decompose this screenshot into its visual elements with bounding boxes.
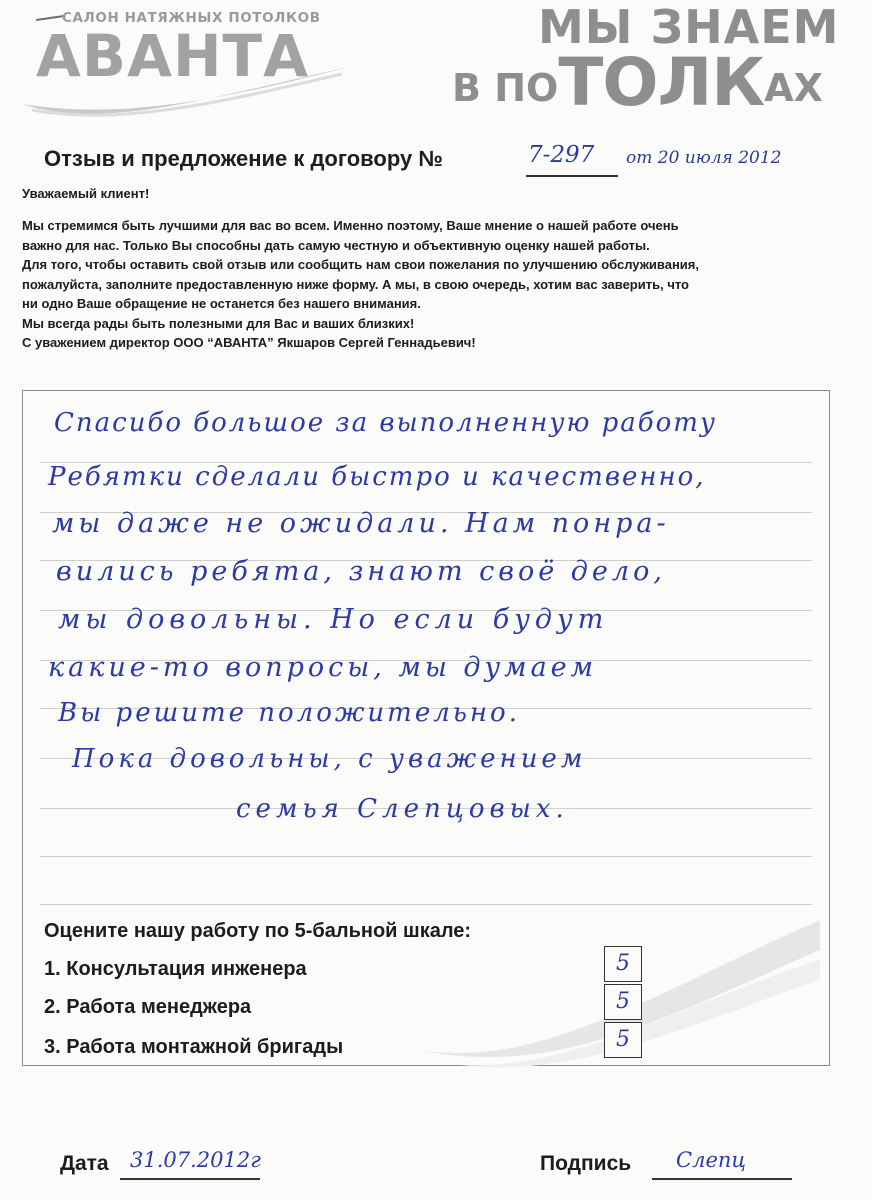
intro-text bbox=[22, 216, 812, 353]
score-box-manager[interactable]: 5 bbox=[604, 984, 642, 1020]
intro-line: пожалуйста, заполните предоставленную ниже форму. А мы, в свою очередь, хотим вас заверить, что bbox=[22, 276, 689, 292]
score-box-crew[interactable]: 5 bbox=[604, 1022, 642, 1058]
form-title: Отзыв и предложение к договору № bbox=[44, 146, 443, 171]
feedback-handwriting-line: вились ребята, знают своё дело, bbox=[56, 556, 666, 587]
feedback-handwriting-line: семья Слепцовых. bbox=[236, 794, 569, 824]
rating-item-engineer: 1. Консультация инженера bbox=[44, 958, 307, 980]
rating-title: Оцените нашу работу по 5-бальной шкале: bbox=[44, 920, 472, 942]
contract-number: 7-297 bbox=[528, 142, 595, 168]
intro-line: Мы стремимся быть лучшими для вас во всем. Именно поэтому, Ваше мнение о нашей работе очень bbox=[22, 218, 679, 233]
brand-name-logo: АВАНТА bbox=[36, 22, 309, 90]
slogan-prefix: В ПО bbox=[452, 66, 559, 110]
intro-line: Мы всегда рады быть полезными для Вас и ваших близких! bbox=[22, 315, 415, 331]
signature-value: Слепц bbox=[676, 1148, 747, 1172]
date-label: Дата bbox=[60, 1152, 109, 1175]
feedback-handwriting-line: Пока довольны, с уважением bbox=[72, 744, 587, 774]
slogan-line-1: МЫ ЗНАЕМ bbox=[538, 0, 840, 54]
contract-date: от 20 июля 2012 bbox=[626, 148, 782, 168]
feedback-handwriting-line: мы довольны. Но если будут bbox=[58, 604, 609, 635]
intro-line: Для того, чтобы оставить свой отзыв или сообщить нам свои пожелания по улучшению обслуживания, bbox=[22, 257, 699, 272]
rating-item-crew: 3. Работа монтажной бригады bbox=[44, 1036, 344, 1058]
feedback-handwriting-line: мы даже не ожидали. Нам понра- bbox=[52, 508, 670, 539]
brand-tagline: САЛОН НАТЯЖНЫХ ПОТОЛКОВ bbox=[62, 10, 321, 26]
feedback-handwriting-line: какие-то вопросы, мы думаем bbox=[48, 652, 598, 683]
brand-dash-mark bbox=[36, 15, 64, 21]
date-value: 31.07.2012г bbox=[130, 1148, 261, 1172]
feedback-handwriting-line: Ребятки сделали быстро и качественно, bbox=[48, 462, 706, 492]
slogan-suffix: АХ bbox=[764, 66, 823, 110]
intro-line: важно для нас. Только Вы способны дать самую честную и объективную оценку нашей работы. bbox=[22, 237, 650, 253]
date-underline bbox=[120, 1178, 260, 1180]
slogan-line-2 bbox=[452, 44, 823, 121]
ruled-line bbox=[40, 856, 812, 857]
intro-line: ни одно Ваше обращение не останется без нашего внимания. bbox=[22, 296, 421, 311]
intro-line: С уважением директор ООО “АВАНТА” Якшаров Сергей Геннадьевич! bbox=[22, 335, 476, 350]
greeting: Уважаемый клиент! bbox=[22, 186, 150, 201]
slogan-big-word: ТОЛК bbox=[558, 44, 765, 121]
rating-item-manager: 2. Работа менеджера bbox=[44, 996, 252, 1018]
signature-label: Подпись bbox=[540, 1152, 632, 1175]
feedback-handwriting-line: Спасибо большое за выполненную работу bbox=[54, 408, 718, 438]
feedback-handwriting-line: Вы решите положительно. bbox=[58, 698, 520, 728]
contract-number-underline bbox=[526, 175, 618, 177]
signature-underline bbox=[652, 1178, 792, 1180]
score-box-engineer[interactable]: 5 bbox=[604, 946, 642, 982]
